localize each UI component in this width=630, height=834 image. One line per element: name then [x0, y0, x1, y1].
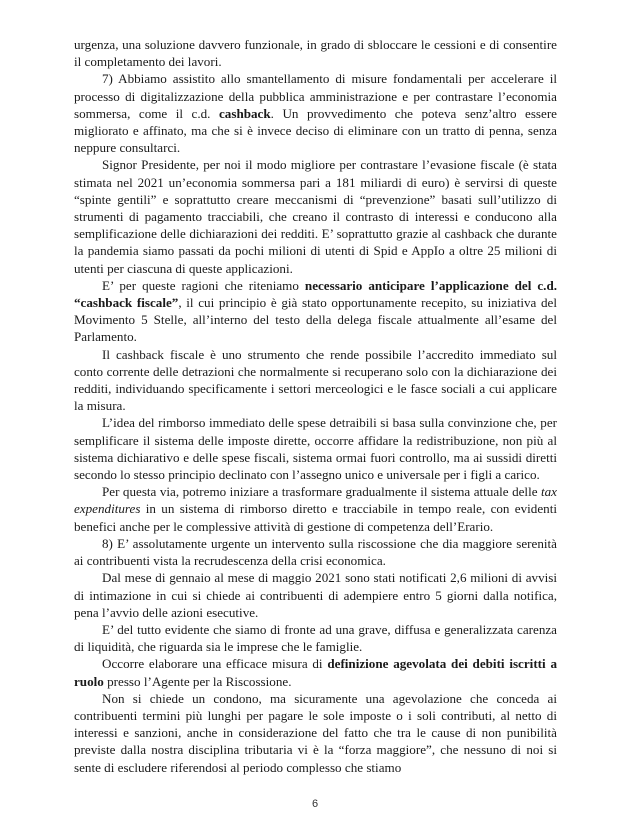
- paragraph: [74, 535, 557, 569]
- paragraph: [74, 70, 557, 156]
- text-run: urgenza, una soluzione davvero funzionale, in grado di sbloccare le cessioni e di consentire il completamento dei lavori.: [74, 37, 557, 70]
- paragraph: [74, 277, 557, 346]
- text-run: Per questa via, potremo iniziare a trasformare gradualmente il sistema attuale delle: [102, 484, 541, 500]
- paragraph: [74, 690, 557, 776]
- text-run: Dal mese di gennaio al mese di maggio 2021 sono stati notificati 2,6 milioni di avvisi di intimazione in cui si chiede ai contribuenti di adempiere entro 5 giorni dalla notifica, pena l’avvio delle azioni esecutive.: [74, 570, 557, 620]
- text-run: in un sistema di rimborso diretto e tracciabile in tempo reale, con evidenti benefici anche per le complessive attività di gestione di competenza dell’Erario.: [74, 501, 557, 534]
- paragraph: [74, 569, 557, 621]
- text-run: presso l’Agente per la Riscossione.: [103, 673, 292, 689]
- page-number: 6: [311, 798, 319, 810]
- paragraph: [74, 655, 557, 689]
- text-run: E’ per queste ragioni che riteniamo: [102, 277, 305, 293]
- body-text: [74, 36, 557, 776]
- text-run: Il cashback fiscale è uno strumento che rende possibile l’accredito immediato sul conto corrente delle detrazioni che normalmente si recuperano solo con la dichiarazione dei redditi, individuando specificamente i settori merceologici e le fasce sociali a cui applicare la misura.: [74, 346, 557, 414]
- text-run: . Un provvedimento che poteva senz’altro essere migliorato e affinato, ma che si è invece deciso di eliminare con un tratto di penna, senza neppure consultarci.: [74, 105, 557, 156]
- text-run: , il cui principio è già stato opportunamente recepito, su iniziativa del Movimento 5 Stelle, all’interno del testo della delega fiscale attualmente all’esame del Parlamento.: [74, 295, 557, 345]
- paragraph: [74, 346, 557, 415]
- text-run: E’ del tutto evidente che siamo di fronte ad una grave, diffusa e generalizzata carenza di liquidità, che riguarda sia le imprese che le famiglie.: [74, 621, 557, 655]
- paragraph: [74, 483, 557, 535]
- text-run: Signor Presidente, per noi il modo migliore per contrastare l’evasione fiscale (è stata stimata nel 2021 un’economia sommersa pari a 181 miliardi di euro) è servirsi di queste “spinte gentili” e soprattutto creare meccanismi di “prevenzione” basati sull’utilizzo di strumenti di pagamento tracciabili, che creano il contrasto di interessi e conducono alla semplificazione delle dichiarazioni dei redditi. E’ soprattutto grazie al cashback che durante la pandemia siamo passati da pochi milioni di utenti di Spid e AppIo a oltre 25 milioni di utenti per ciascuna di queste applicazioni.: [74, 157, 557, 276]
- bold-text: necessario anticipare l’applicazione del c.d. “cashback fiscale”: [74, 277, 557, 311]
- text-run: 7) Abbiamo assistito allo smantellamento di misure fondamentali per accelerare il processo di digitalizzazione della pubblica amministrazione e per contrastare l’economia sommersa, come il c.d.: [74, 71, 557, 121]
- paragraph: [74, 414, 557, 483]
- text-run: 8) E’ assolutamente urgente un intervento sulla riscossione che dia maggiore serenità ai contribuenti vista la recrudescenza della crisi economica.: [74, 535, 557, 569]
- italic-text: tax expenditures: [74, 484, 557, 517]
- text-run: Non si chiede un condono, ma sicuramente una agevolazione che conceda ai contribuenti termini più lunghi per pagare le sole imposte o i soli contributi, al netto di interessi e sanzioni, anche in considerazione del fatto che tra le cause di non punibilità previste dalla nostra disciplina tributaria vi è la “forza maggiore”, che nessuno di noi si sente di escludere riferendosi al periodo complesso che stiamo: [74, 690, 557, 775]
- paragraph: [74, 36, 557, 70]
- bold-text: definizione agevolata dei debiti iscritti a ruolo: [74, 656, 557, 689]
- text-run: L’idea del rimborso immediato delle spese detraibili si basa sulla convinzione che, per semplificare il sistema delle imposte dirette, occorre affidare la redistribuzione, non più al sistema dichiarativo e delle spese fiscali, sistema ormai fuori controllo, ma ai sussidi diretti secondo lo stesso principio declinato con l’assegno unico e universale per i figli a carico.: [74, 415, 557, 483]
- paragraph: [74, 156, 557, 276]
- text-run: Occorre elaborare una efficace misura di: [102, 656, 328, 672]
- paragraph: [74, 621, 557, 655]
- bold-text: cashback: [218, 105, 271, 121]
